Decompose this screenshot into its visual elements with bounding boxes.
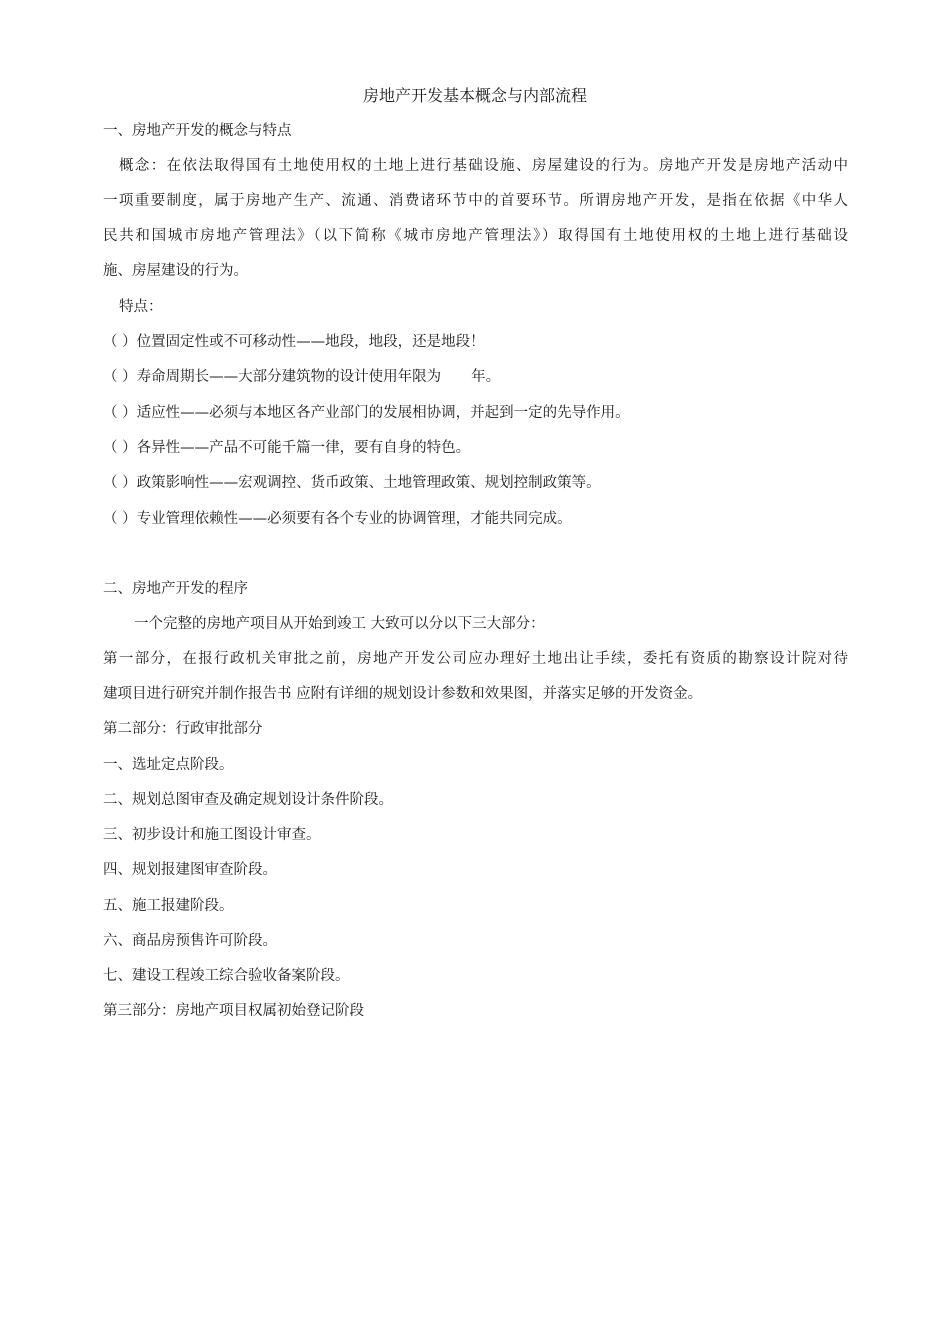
part1-line-1: 第一部分，在报行政机关审批之前，房地产开发公司应办理好土地出让手续，委托有资质的勘察设计院对待 [103,651,848,667]
concept-line-3: 民共和国城市房地产管理法》（以下简称《城市房地产管理法》）取得国有土地使用权的土地上进行基础设 [103,228,848,244]
feature-item-4: （ ）各异性——产品不可能千篇一律，要有自身的特色。 [103,440,471,456]
feature-item-2 [103,367,500,387]
part1-line-2: 建项目进行研究并制作报告书 应附有详细的规划设计参数和效果图，并落实足够的开发资金。 [103,686,703,702]
concept-line-2: 一项重要制度，属于房地产生产、流通、消费诸环节中的首要环节。所谓房地产开发，是指在依据《中华人 [103,193,848,209]
stage-item-7: 七、建设工程竣工综合验收备案阶段。 [103,968,350,984]
part2-heading: 第二部分：行政审批部分 [103,721,263,737]
feature-item-6: （ ）专业管理依赖性——必须要有各个专业的协调管理，才能共同完成。 [103,511,572,527]
features-label: 特点： [119,299,163,315]
stage-item-6: 六、商品房预售许可阶段。 [103,933,277,949]
stage-item-4: 四、规划报建图审查阶段。 [103,862,277,878]
part3-heading: 第三部分：房地产项目权属初始登记阶段 [103,1003,364,1019]
section2-intro: 一个完整的房地产项目从开始到竣工 大致可以分以下三大部分： [134,616,545,632]
section2-heading: 二、房地产开发的程序 [103,581,248,597]
stage-item-1: 一、选址定点阶段。 [103,757,234,773]
feature-item-5: （ ）政策影响性——宏观调控、货币政策、土地管理政策、规划控制政策等。 [103,475,601,491]
section1-heading: 一、房地产开发的概念与特点 [103,123,292,139]
stage-item-3: 三、初步设计和施工图设计审查。 [103,827,321,843]
feature-item-1: （ ）位置固定性或不可移动性——地段，地段，还是地段！ [103,334,485,350]
stage-item-2: 二、规划总图审查及确定规划设计条件阶段。 [103,792,393,808]
concept-line-4: 施、房屋建设的行为。 [103,263,248,279]
concept-line-1: 概念：在依法取得国有土地使用权的土地上进行基础设施、房屋建设的行为。房地产开发是房地产活动中 [119,158,848,174]
feature-item-2-text: （ ）寿命周期长——大部分建筑物的设计使用年限为 [103,369,442,385]
document-title: 房地产开发基本概念与内部流程 [362,86,587,105]
feature-item-2-suffix: 年。 [471,369,501,385]
feature-item-3: （ ）适应性——必须与本地区各产业部门的发展相协调，并起到一定的先导作用。 [103,405,630,421]
stage-item-5: 五、施工报建阶段。 [103,898,234,914]
